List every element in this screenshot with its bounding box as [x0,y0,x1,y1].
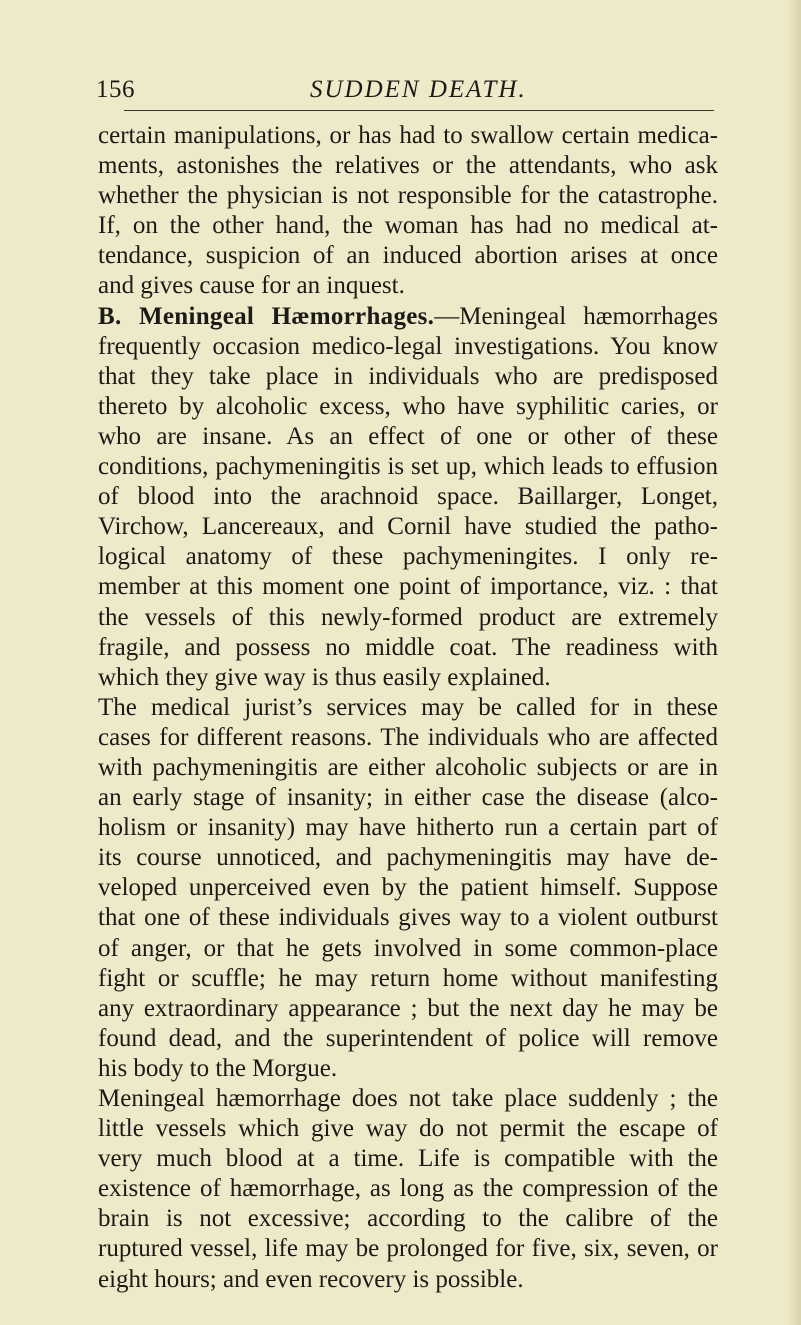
body-text [98,121,718,1295]
text-line: of blood into the arachnoid space. Baillarger, Longet, [98,483,718,511]
text-line: its course unnoticed, and pachymeningitis may have de- [98,844,718,872]
text-line: member at this moment one point of importance, viz. : that [98,573,718,601]
text-line: frequently occasion medico-legal investigations. You know [98,332,718,360]
text-line: his body to the Morgue. [98,1054,338,1082]
page-number: 156 [96,76,135,103]
text-line: veloped unperceived even by the patient himself. Suppose [98,874,718,902]
text-line: which they give way is thus easily explained. [98,663,551,691]
text-line: If, on the other hand, the woman has had no medical at- [98,212,718,240]
text-line: ruptured vessel, life may be prolonged for five, six, seven, or [98,1235,718,1263]
text-line: that they take place in individuals who are predisposed [98,362,718,390]
text-line: thereto by alcoholic excess, who have syphilitic caries, or [98,392,718,420]
section-b-first-line [98,302,718,332]
text-line: with pachymeningitis are either alcoholic subjects or are in [98,753,718,781]
section-heading: B. Meningeal Hæmorrhages. [98,302,435,330]
text-line: conditions, pachymeningitis is set up, which leads to effusion [98,453,718,481]
text-line: who are insane. As an effect of one or other of these [98,422,718,450]
text-line: whether the physician is not responsible for the catastrophe. [98,182,718,210]
text-line: and gives cause for an inquest. [98,272,405,300]
running-title: SUDDEN DEATH. [310,76,527,103]
text-line: certain manipulations, or has had to swallow certain medica- [98,122,718,149]
text-line: fragile, and possess no middle coat. The readiness with [98,633,718,661]
text-line: little vessels which give way do not permit the escape of [98,1115,718,1143]
text-line-continuation: —Meningeal hæmorrhages [434,302,718,330]
text-line: existence of hæmorrhage, as long as the compression of the [98,1175,718,1203]
text-line: an early stage of insanity; in either case the disease (alco- [98,784,718,812]
text-line: logical anatomy of these pachymeningites. I only re- [98,543,718,571]
text-line: that one of these individuals gives way to a violent outburst [98,904,718,932]
text-line: The medical jurist’s services may be called for in these [98,693,718,721]
text-line: ments, astonishes the relatives or the attendants, who ask [98,152,718,180]
text-line: cases for different reasons. The individuals who are affected [98,723,718,751]
text-line: the vessels of this newly-formed product are extremely [98,603,718,631]
text-line: of anger, or that he gets involved in some common-place [98,934,718,962]
text-line: holism or insanity) may have hitherto run a certain part of [98,814,718,842]
text-line: tendance, suspicion of an induced abortion arises at once [98,242,718,270]
text-line: eight hours; and even recovery is possible. [98,1265,524,1293]
text-line: brain is not excessive; according to the calibre of the [98,1205,718,1233]
text-line: Meningeal hæmorrhage does not take place suddenly ; the [98,1085,718,1112]
text-line: Virchow, Lancereaux, and Cornil have studied the patho- [98,513,718,541]
text-line: very much blood at a time. Life is compatible with the [98,1145,718,1173]
page-edge-shadow [787,0,801,1325]
text-line: any extraordinary appearance ; but the next day he may be [98,994,718,1022]
text-line: fight or scuffle; he may return home without manifesting [98,964,718,992]
header-rule [124,110,714,111]
text-line: found dead, and the superintendent of police will remove [98,1024,718,1052]
